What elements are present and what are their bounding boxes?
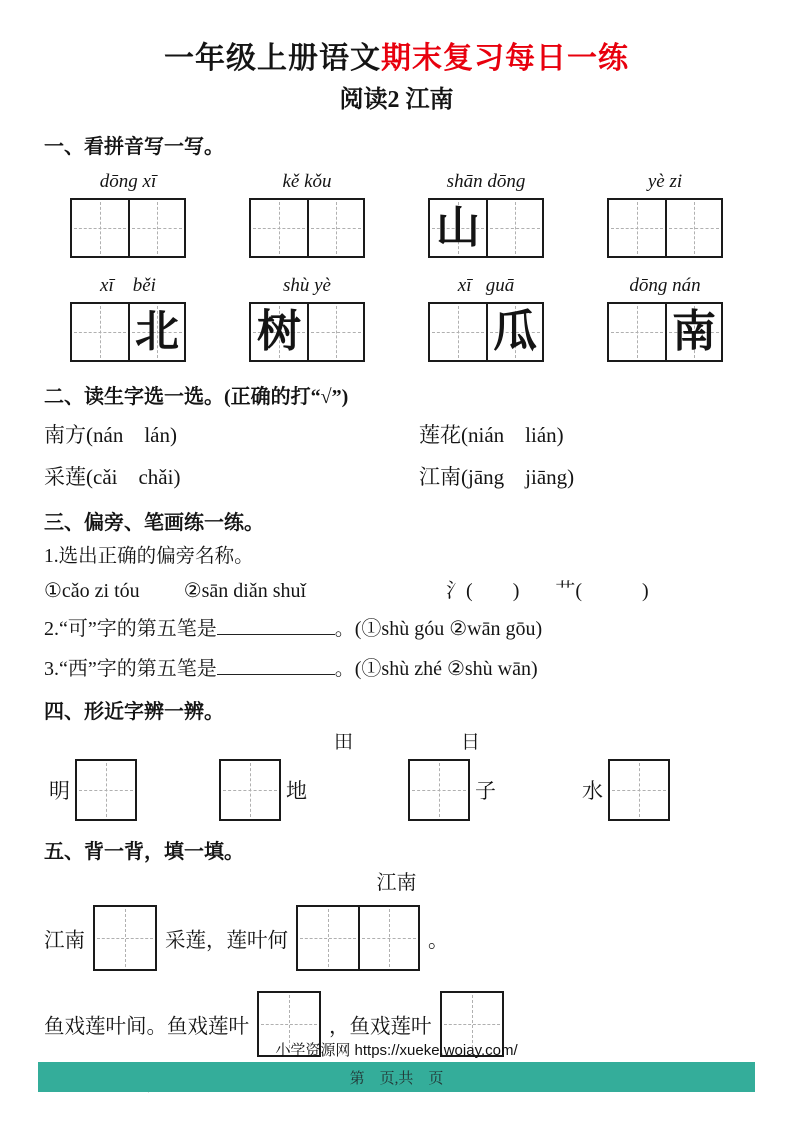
writing-grid — [70, 198, 186, 258]
poem-text: 。 — [428, 930, 449, 952]
pinyin-label: xī běi — [100, 275, 156, 296]
radical-shui-blank: 氵( ) — [446, 580, 520, 602]
option-sandianshui: ②sān diǎn shuǐ — [183, 580, 307, 602]
writing-cell — [610, 761, 668, 819]
answer-blank — [217, 655, 335, 675]
cell-char: 瓜 — [493, 307, 537, 356]
hint-row — [44, 731, 749, 755]
writing-cell — [609, 200, 665, 256]
pinyin-grid-row-1 — [44, 170, 749, 258]
section-radicals-strokes — [44, 510, 749, 685]
choice-item-lianhua: 莲花(nián lián) — [419, 423, 564, 447]
poem-line-1 — [44, 905, 749, 971]
writing-cell — [251, 200, 307, 256]
pinyin-unit-dongnan — [607, 274, 723, 362]
section-4-heading: 四、形近字辨一辨。 — [44, 701, 224, 723]
question-2-text: 2.“可”字的第五笔是 — [44, 618, 217, 640]
writing-cell — [307, 304, 363, 360]
writing-cell — [95, 907, 155, 969]
pinyin-unit-yezi — [607, 170, 723, 258]
poem-text: ，鱼戏莲叶 — [329, 1016, 432, 1038]
writing-grid — [75, 759, 137, 821]
writing-grid — [249, 302, 365, 362]
writing-cell — [665, 304, 721, 360]
writing-cell — [251, 304, 307, 360]
writing-cell — [486, 200, 542, 256]
section-3-heading: 三、偏旁、笔画练一练。 — [44, 512, 264, 534]
section-pinyin-write — [44, 134, 749, 362]
question-2 — [44, 613, 749, 645]
choice-item-cailian: 采莲(cǎi chǎi) — [44, 465, 181, 489]
question-3 — [44, 653, 749, 685]
writing-grid — [70, 302, 186, 362]
section-choose-pinyin — [44, 384, 749, 494]
writing-cell — [221, 761, 279, 819]
writing-cell — [665, 200, 721, 256]
pinyin-label: shān dōng — [446, 171, 526, 192]
writing-cell — [430, 200, 486, 256]
section-1-heading: 一、看拼音写一写。 — [44, 136, 224, 158]
pinyin-unit-xigua — [428, 274, 544, 362]
writing-cell — [609, 304, 665, 360]
option-caozitou: ①cǎo zi tóu — [44, 580, 140, 602]
writing-grid — [607, 198, 723, 258]
poem-text: 鱼戏莲叶间。鱼戏莲叶 — [44, 1016, 249, 1038]
pinyin-unit-kekou — [249, 170, 365, 258]
pinyin-unit-dongxi — [70, 170, 186, 258]
question-3-options: 。(①shù zhé ②shù wān) — [334, 658, 538, 680]
similar-item-di — [219, 759, 312, 821]
cell-char: 树 — [257, 307, 301, 356]
writing-cell — [72, 304, 128, 360]
similar-item-shui — [577, 759, 670, 821]
writing-cell — [128, 304, 184, 360]
footer-band — [38, 1062, 755, 1092]
title-red-part: 期末复习每日一练 — [381, 42, 629, 75]
writing-grid — [249, 198, 365, 258]
cell-char: 南 — [672, 307, 716, 356]
similar-char-row — [44, 759, 749, 821]
hint-char-ri: 日 — [461, 732, 481, 753]
writing-cell — [128, 200, 184, 256]
writing-cell — [298, 907, 358, 969]
cell-char: 山 — [436, 203, 480, 252]
fill-grid — [296, 905, 420, 971]
source-site-url: 小学资源网 https://xueke.woiay.com/ — [275, 1042, 518, 1059]
pinyin-label: kě kǒu — [282, 171, 332, 192]
writing-cell — [77, 761, 135, 819]
pinyin-label: dōng nán — [629, 275, 701, 296]
page-subtitle: 阅读2 江南 — [339, 87, 454, 113]
section-similar-characters — [44, 699, 749, 821]
pinyin-unit-shandong — [428, 170, 544, 258]
question-2-options: 。(①shù góu ②wān gōu) — [334, 618, 543, 640]
poem-text: 江南 — [44, 930, 85, 952]
pinyin-unit-xibei — [70, 274, 186, 362]
writing-grid — [607, 302, 723, 362]
choice-grid — [44, 418, 749, 494]
fill-grid — [93, 905, 157, 971]
writing-grid — [428, 302, 544, 362]
given-char: 水 — [582, 779, 603, 803]
question-3-text: 3.“西”字的第五笔是 — [44, 658, 217, 680]
pinyin-unit-shuye — [249, 274, 365, 362]
pinyin-grid-row-2 — [44, 274, 749, 362]
page-title — [44, 40, 749, 78]
given-char: 明 — [49, 779, 70, 803]
given-char: 子 — [475, 779, 496, 803]
similar-item-zi — [408, 759, 501, 821]
writing-grid — [428, 198, 544, 258]
poem-title: 江南 — [376, 872, 417, 894]
writing-cell — [430, 304, 486, 360]
pinyin-label: yè zi — [647, 171, 683, 192]
writing-cell — [72, 200, 128, 256]
pinyin-label: shù yè — [282, 275, 331, 296]
given-char: 地 — [286, 779, 307, 803]
writing-cell — [307, 200, 363, 256]
writing-grid — [219, 759, 281, 821]
title-black-part: 一年级上册语文 — [164, 42, 381, 75]
cell-char: 北 — [135, 307, 179, 356]
writing-grid — [408, 759, 470, 821]
similar-item-ming — [44, 759, 137, 821]
writing-cell — [486, 304, 542, 360]
hint-char-tian: 田 — [334, 732, 354, 753]
writing-cell — [410, 761, 468, 819]
poem-text: 采莲，莲叶何 — [165, 930, 288, 952]
choice-item-jiangnan: 江南(jāng jiāng) — [419, 465, 575, 489]
writing-cell — [358, 907, 418, 969]
question-1: 1.选出正确的偏旁名称。 — [44, 546, 254, 567]
pinyin-label: dōng xī — [99, 171, 157, 192]
pinyin-label: xī guā — [457, 275, 515, 296]
answer-blank — [217, 615, 335, 635]
writing-grid — [608, 759, 670, 821]
section-2-heading: 二、读生字选一选。(正确的打“√”) — [44, 386, 349, 408]
page-footer — [0, 1042, 793, 1092]
page-number-text: 第 页,共 页 — [349, 1070, 444, 1087]
section-5-heading: 五、背一背，填一填。 — [44, 841, 244, 863]
radical-cao-blank: 艹( ) — [555, 580, 649, 602]
choice-item-nanfang: 南方(nán lán) — [44, 423, 177, 447]
question-1-options — [44, 577, 749, 605]
